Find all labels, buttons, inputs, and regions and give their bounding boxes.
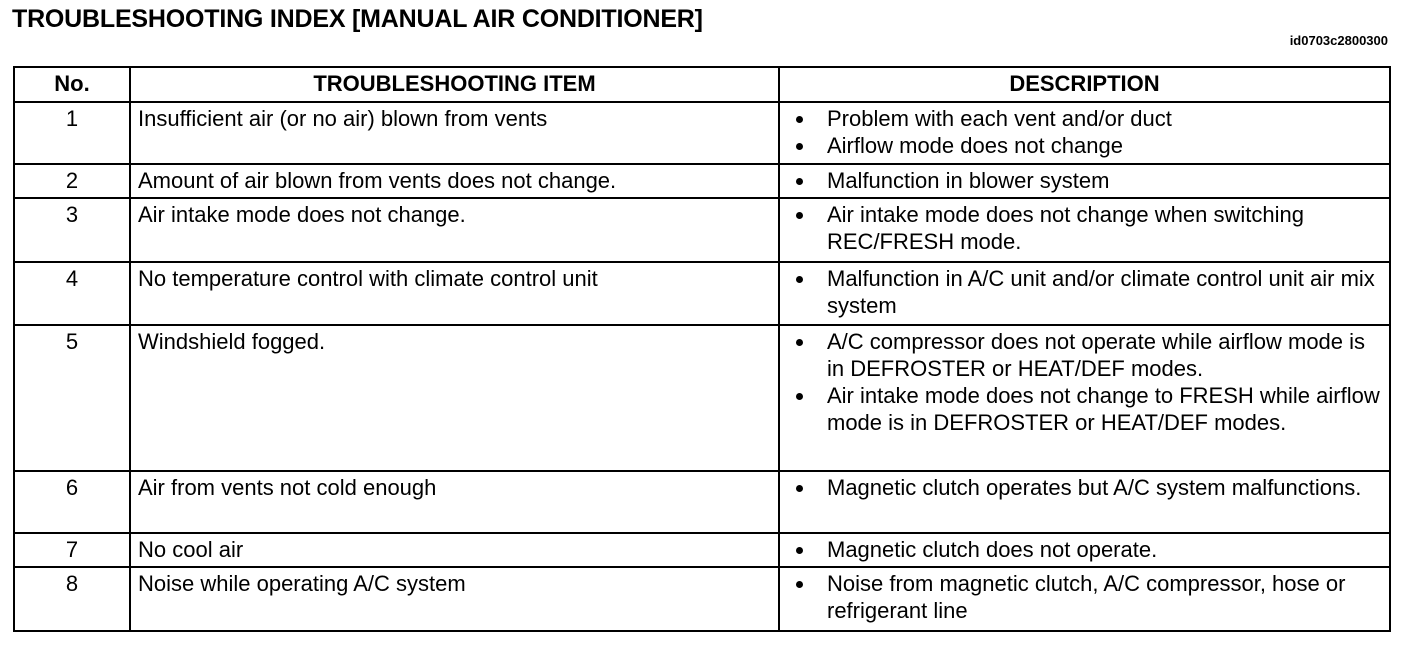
troubleshooting-item: Amount of air blown from vents does not change. [130, 164, 779, 198]
table-row [14, 533, 1390, 567]
description-text: Air intake mode does not change when switching REC/FRESH mode. [827, 202, 1304, 254]
row-number: 3 [14, 198, 130, 262]
bullet-dot-icon [796, 276, 803, 283]
description-cell [779, 471, 1390, 533]
description-bullet [793, 474, 1383, 501]
description-text: Airflow mode does not change [827, 133, 1123, 158]
description-cell [779, 102, 1390, 164]
row-number: 6 [14, 471, 130, 533]
description-cell [779, 164, 1390, 198]
bullet-dot-icon [796, 547, 803, 554]
description-cell [779, 567, 1390, 631]
bullet-dot-icon [796, 178, 803, 185]
description-cell [779, 325, 1390, 471]
table-row [14, 164, 1390, 198]
page-title: TROUBLESHOOTING INDEX [MANUAL AIR CONDITIONER] [12, 5, 703, 33]
description-text: Malfunction in A/C unit and/or climate control unit air mix system [827, 266, 1375, 318]
bullet-dot-icon [796, 116, 803, 123]
troubleshooting-item: Air from vents not cold enough [130, 471, 779, 533]
bullet-dot-icon [796, 581, 803, 588]
table-row [14, 471, 1390, 533]
table-header-row [14, 67, 1390, 102]
troubleshooting-item: No cool air [130, 533, 779, 567]
description-cell [779, 262, 1390, 325]
bullet-dot-icon [796, 393, 803, 400]
description-bullet [793, 132, 1383, 159]
bullet-dot-icon [796, 339, 803, 346]
troubleshooting-item: Noise while operating A/C system [130, 567, 779, 631]
column-header-description: DESCRIPTION [779, 67, 1390, 102]
row-number: 1 [14, 102, 130, 164]
description-text: Magnetic clutch does not operate. [827, 537, 1158, 562]
description-cell [779, 533, 1390, 567]
table-row [14, 567, 1390, 631]
row-number: 4 [14, 262, 130, 325]
description-bullet [793, 167, 1383, 194]
description-bullet [793, 105, 1383, 132]
description-text: Noise from magnetic clutch, A/C compressor, hose or refrigerant line [827, 571, 1346, 623]
row-number: 8 [14, 567, 130, 631]
description-bullet [793, 201, 1383, 255]
troubleshooting-item: Air intake mode does not change. [130, 198, 779, 262]
description-bullet [793, 265, 1383, 319]
troubleshooting-item: Insufficient air (or no air) blown from vents [130, 102, 779, 164]
table-row [14, 198, 1390, 262]
troubleshooting-table [13, 66, 1391, 632]
description-text: Problem with each vent and/or duct [827, 106, 1172, 131]
description-bullet [793, 536, 1383, 563]
description-bullet [793, 570, 1383, 624]
row-number: 2 [14, 164, 130, 198]
description-text: Malfunction in blower system [827, 168, 1110, 193]
table-row [14, 262, 1390, 325]
troubleshooting-item: Windshield fogged. [130, 325, 779, 471]
description-bullet [793, 382, 1383, 436]
bullet-dot-icon [796, 212, 803, 219]
row-number: 7 [14, 533, 130, 567]
row-number: 5 [14, 325, 130, 471]
description-text: Air intake mode does not change to FRESH while airflow mode is in DEFROSTER or HEAT/DEF modes. [827, 383, 1380, 435]
bullet-dot-icon [796, 485, 803, 492]
troubleshooting-item: No temperature control with climate control unit [130, 262, 779, 325]
bullet-dot-icon [796, 143, 803, 150]
description-cell [779, 198, 1390, 262]
table-row [14, 102, 1390, 164]
description-text: Magnetic clutch operates but A/C system malfunctions. [827, 475, 1362, 500]
table-row [14, 325, 1390, 471]
column-header-no: No. [14, 67, 130, 102]
description-text: A/C compressor does not operate while airflow mode is in DEFROSTER or HEAT/DEF modes. [827, 329, 1366, 381]
column-header-item: TROUBLESHOOTING ITEM [130, 67, 779, 102]
description-bullet [793, 328, 1383, 382]
document-id: id0703c2800300 [1289, 33, 1388, 48]
